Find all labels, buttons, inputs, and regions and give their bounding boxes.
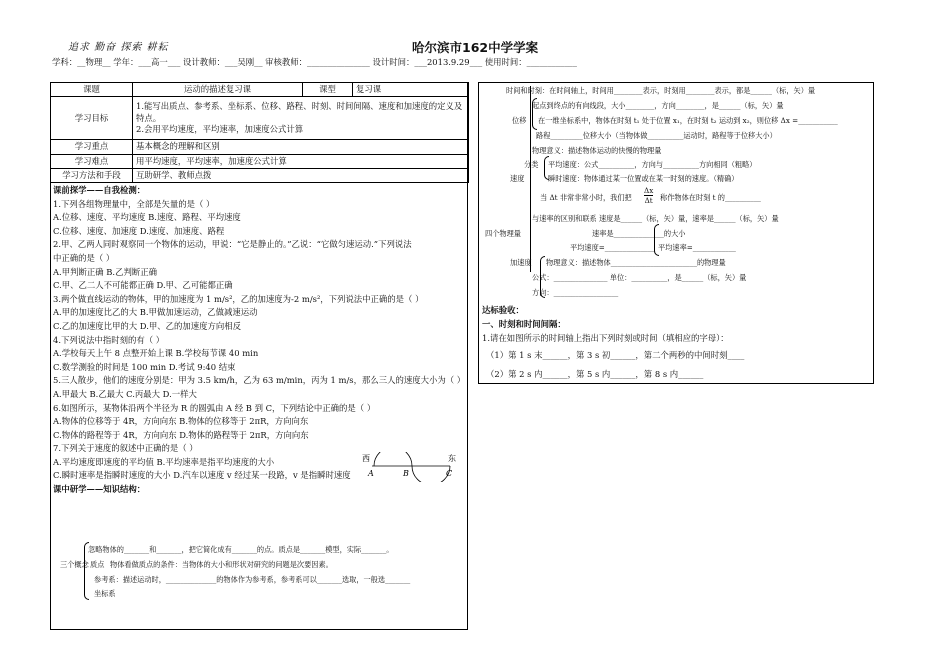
question-line: 2.甲、乙两人同时观察同一个物体的运动，甲说：“它是静止的。”乙说：“它做匀速运动.”下列说法 [53, 239, 412, 250]
question-line: C.甲、乙二人不可能都正确 D.甲、乙可能都正确 [53, 280, 233, 291]
value-topic: 运动的描述复习课 [133, 83, 303, 97]
struct-three-concepts: 三个概念 [60, 560, 89, 569]
label-method: 学习方法和手段 [51, 169, 133, 183]
point-a: A [368, 469, 374, 478]
table-row [51, 97, 469, 140]
question-1: 1.请在如图所示的时间轴上指出下列时刻或时间（填相应的字母）： [482, 333, 729, 343]
struct-velocity-meaning: 物理意义：描述物体运动的快慢的物理量 [532, 146, 662, 155]
question-line: A.物体的位移等于 4R，方向向东 B.物体的位移等于 2πR，方向向东 [53, 416, 309, 427]
question-line: A.甲判断正确 B.乙判断正确 [53, 266, 157, 277]
arc-figure [360, 452, 460, 482]
struct-displacement-formula: 在一维坐标系中，物体在时刻 t₁ 处于位置 x₁，在时刻 t₂ 运动到 x₂，则位移 Δx =___________ [538, 116, 838, 125]
section-heading: 课中研学——知识结构： [53, 484, 146, 495]
question-line: C.瞬时速率是指瞬时速度的大小 D.汽车以速度 v 经过某一段路，v 是指瞬时速度 [53, 470, 351, 481]
goal-2: 2.会用平均速度，平均速率，加速度公式计算 [136, 124, 304, 135]
question-line: A.位移、速度、平均速度 B.速度、路程、平均速度 [53, 212, 241, 223]
struct-acceleration: 加速度 [510, 258, 532, 267]
question-line: 1.下列各组物理量中，全部是矢量的是（ ） [53, 198, 215, 209]
label-type: 课型 [303, 83, 353, 97]
fraction-denominator: Δt [644, 196, 653, 205]
struct-average-velocity: 平均速度：公式__________，方向与__________方向相同（粗略） [548, 160, 757, 169]
question-1-part-1: （1）第 1 s 末______，第 3 s 初______，第二个两秒的中间时刻____ [486, 350, 745, 360]
section-title-check: 达标验收： [482, 305, 524, 315]
struct-distance: 路程_________位移大小（当物体做__________运动时，路程等于位移大小） [536, 131, 777, 140]
label-difficulty: 学习难点 [51, 154, 133, 168]
struct-limit: 当 Δt 非常非常小时，我们把 [540, 193, 632, 202]
struct-acceleration-meaning: 物理意义：描述物体________________________的物理量 [546, 258, 726, 267]
value-difficulty: 用平均速度，平均速率，加速度公式计算 [133, 154, 469, 168]
struct-fraction [644, 186, 653, 205]
question-line: C.物体的路程等于 4R，方向向东 D.物体的路程等于 2πR，方向向东 [53, 429, 309, 440]
struct-brace [84, 542, 89, 600]
section-heading-time: 一、时刻和时间间隔： [482, 319, 566, 329]
arc-upper [374, 452, 412, 466]
question-line: C.乙的加速度比甲的大 D.甲、乙的加速度方向相反 [53, 320, 242, 331]
question-line: C.数学测验的时间是 100 min D.考试 9:40 结束 [53, 361, 236, 372]
question-line: 3.两个做直线运动的物体，甲的加速度为 1 m/s²，乙的加速度为-2 m/s²，下列说法中正确的是（ ） [53, 293, 424, 304]
value-type: 复习课 [353, 83, 469, 97]
question-line: A.平均速度即速度的平均值 B.平均速率是指平均速度的大小 [53, 456, 275, 467]
struct-mass-condition: 物体看做质点的条件：当物体的大小和形状对研究的问题是次要因素。 [110, 560, 333, 569]
question-line: 中正确的是（ ） [53, 252, 115, 263]
self-test-questions [53, 184, 465, 497]
table-row [51, 83, 469, 97]
question-line: A.甲最大 B.乙最大 C.丙最大 D.一样大 [53, 388, 197, 399]
school-motto: 追求 勤奋 探索 耕耘 [68, 42, 169, 53]
struct-acceleration-direction: 方向：__________________ [532, 288, 619, 297]
struct-instant-velocity: 瞬时速度：物体通过某一位置或在某一时刻的速度。（精确） [548, 174, 739, 183]
question-line: 4.下列说法中指时刻的有（ ） [53, 334, 165, 345]
point-c: C [446, 469, 453, 478]
table-row [51, 154, 469, 168]
section-heading: 课前探学——自我检测： [53, 185, 146, 195]
struct-displacement: 位移 [512, 116, 527, 125]
struct-time: 时间和时刻：在时间轴上，时间用________表示，时刻用________表示，都是______（标，矢）量 [506, 86, 816, 95]
label-west: 西 [362, 454, 370, 463]
struct-right-line [530, 86, 531, 272]
question-line: A.甲的加速度比乙的大 B.甲做加速运动，乙做减速运动 [53, 307, 258, 318]
struct-average-velocity-formula: 平均速度=______________ [570, 243, 656, 252]
struct-brace [532, 98, 537, 130]
struct-point-mass: 忽略物体的_______和_______，把它简化成有_______的点。质点是_______模型，实际_______。 [88, 545, 394, 554]
value-method: 互助研学、教师点拨 [133, 169, 469, 183]
arc-lower [412, 466, 453, 482]
label-goal: 学习目标 [51, 97, 133, 140]
value-goal [133, 97, 469, 140]
struct-limit-tail: 称作物体在时刻 t 的__________ [660, 193, 761, 202]
fraction-numerator: Δx [644, 186, 654, 195]
question-1-part-2: （2）第 2 s 内______，第 5 s 内______，第 8 s 内______ [486, 369, 704, 379]
label-east: 东 [448, 454, 456, 463]
struct-speed-magnitude: 速率是______________的大小 [592, 229, 686, 238]
struct-velocity: 速度 [510, 174, 525, 183]
struct-acceleration-formula: 公式：_______________ 单位：__________，是______（标，矢）量 [532, 273, 747, 282]
struct-coordinate: 坐标系 [94, 589, 116, 598]
page-title: 哈尔滨市162中学学案 [412, 40, 539, 55]
struct-mass-label: 质点 [90, 560, 105, 569]
meta-table [50, 82, 469, 183]
question-line: 7.下列关于速度的叙述中正确的是（ ） [53, 443, 198, 454]
struct-speed-vs-velocity: 与速率的区别和联系 速度是______（标，矢）量，速率是______（标，矢）量 [532, 214, 779, 223]
struct-average-speed-formula: 平均速率=____________ [658, 243, 736, 252]
point-b: B [403, 469, 409, 478]
question-line: 6.如图所示，某物体沿两个半径为 R 的圆弧由 A 经 B 到 C，下列结论中正确的是（ ） [53, 402, 376, 413]
struct-four-quantities: 四个物理量 [485, 229, 521, 238]
info-line: 学科：__物理__ 学年：___高一___ 设计教师：___吴刚__ 审核教师：_______________ 设计时间：___2013.9.29___ 使用时间：____________ [52, 57, 577, 67]
struct-classify: 分类 [524, 160, 539, 169]
table-row [51, 169, 469, 183]
struct-displacement-def: 起点到终点的有向线段，大小________，方向________，是______（标，矢）量 [532, 101, 784, 110]
label-topic: 课题 [51, 83, 133, 97]
value-focus: 基本概念的理解和区别 [133, 140, 469, 154]
question-line: A.学校每天上午 8 点整开始上课 B.学校每节课 40 min [53, 348, 259, 359]
question-line: C.位移、速度、加速度 D.速度、加速度、路程 [53, 225, 225, 236]
question-line: 5.三人散步，他们的速度分别是：甲为 3.5 km/h，乙为 63 m/min，丙为 1 m/s，那么三人的速度大小为（ ） [53, 375, 466, 386]
struct-reference: 参考系：描述运动时，______________的物体作为参考系，参考系可以_______选取，一般选_______ [94, 575, 411, 584]
goal-1: 1.能写出质点、参考系、坐标系、位移、路程、时刻、时间间隔、速度和加速度的定义及特点。 [136, 101, 463, 123]
label-focus: 学习重点 [51, 140, 133, 154]
table-row [51, 140, 469, 154]
